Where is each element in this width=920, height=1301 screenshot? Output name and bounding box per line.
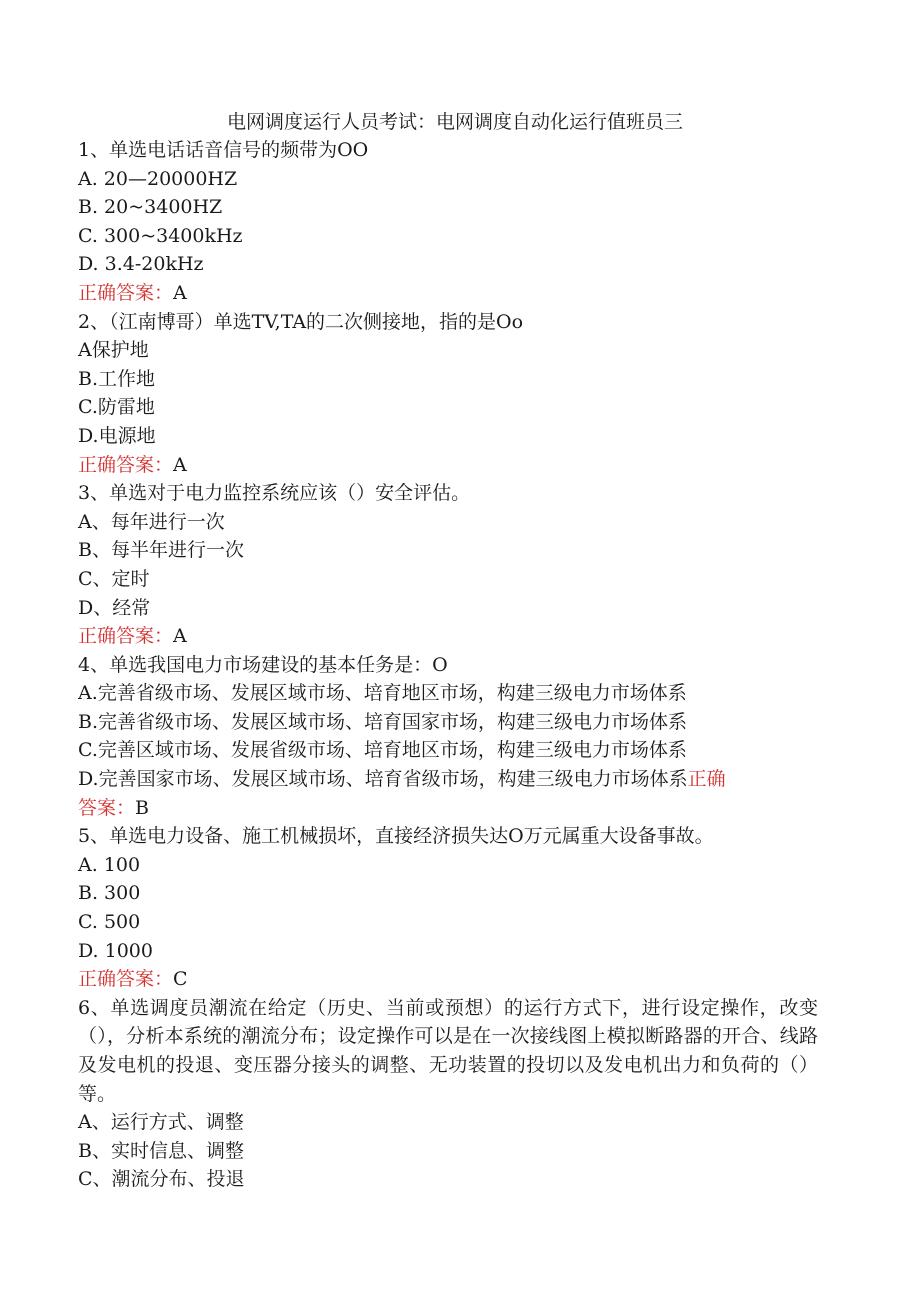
option-a: A、运行方式、调整 [78, 1111, 244, 1134]
option-d: D. 1000 [78, 939, 153, 962]
option-a: A.完善省级市场、发展区域市场、培育地区市场，构建三级电力市场体系 [78, 682, 687, 705]
answer-label-part2: 答案： [78, 796, 136, 819]
option-d: D.电源地 [78, 424, 156, 447]
option-c: C、定时 [78, 567, 150, 590]
option-b: B、每半年进行一次 [78, 539, 244, 562]
option-b: B.工作地 [78, 367, 156, 390]
answer-value: A [173, 453, 187, 476]
question-1 [78, 136, 818, 308]
correct-answer [78, 451, 818, 480]
answer-label: 正确答案： [78, 625, 174, 648]
answer-label-part1: 正确 [687, 768, 726, 791]
question-stem: 6、单选调度员潮流在给定（历史、当前或预想）的运行方式下，进行设定操作，改变（），分析本系统的潮流分布；设定操作可以是在一次接线图上模拟断路器的开合、线路及发电机的投退、变压器分接头的调整、无功装置的投切以及发电机出力和负荷的（）等。 [78, 996, 818, 1105]
answer-label: 正确答案： [78, 453, 174, 476]
option-d-text: D.完善国家市场、发展区域市场、培育省级市场，构建三级电力市场体系 [78, 768, 688, 791]
option-b: B、实时信息、调整 [78, 1139, 244, 1162]
option-c: C. 500 [78, 911, 141, 934]
option-a: A保护地 [78, 339, 149, 362]
option-d: D、经常 [78, 596, 151, 619]
question-3 [78, 479, 818, 651]
question-stem: 2、（江南博哥）单选TV,TA的二次侧接地，指的是Oo [78, 310, 524, 333]
answer-value: A [173, 625, 187, 648]
correct-answer [78, 794, 818, 823]
document-page [78, 108, 818, 1194]
answer-value: B [135, 796, 149, 819]
option-a: A. 100 [78, 853, 141, 876]
correct-answer [78, 622, 818, 651]
option-d [78, 765, 818, 794]
document-title: 电网调度运行人员考试：电网调度自动化运行值班员三 [226, 111, 683, 133]
question-stem: 3、单选对于电力监控系统应该（）安全评估。 [78, 482, 471, 505]
option-a: A. 20—20000HZ [78, 167, 238, 190]
option-c: C.防雷地 [78, 396, 155, 419]
option-c: C. 300~3400kHz [78, 224, 243, 247]
option-c: C.完善区域市场、发展省级市场、培育地区市场，构建三级电力市场体系 [78, 739, 687, 762]
question-4 [78, 651, 818, 823]
answer-value: C [173, 968, 188, 991]
question-6 [78, 994, 818, 1194]
option-a: A、每年进行一次 [78, 510, 225, 533]
question-2 [78, 308, 818, 480]
correct-answer [78, 279, 818, 308]
option-b: B. 300 [78, 882, 141, 905]
question-5 [78, 822, 818, 994]
answer-label: 正确答案： [78, 968, 174, 991]
option-d: D. 3.4-20kHz [78, 253, 204, 276]
answer-label: 正确答案： [78, 281, 174, 304]
option-b: B. 20~3400HZ [78, 196, 223, 219]
question-stem: 1、单选电话话音信号的频带为OO [78, 139, 369, 161]
option-b: B.完善省级市场、发展区域市场、培育国家市场，构建三级电力市场体系 [78, 710, 688, 733]
option-c: C、潮流分布、投退 [78, 1168, 245, 1191]
question-stem: 4、单选我国电力市场建设的基本任务是：O [78, 653, 448, 676]
correct-answer [78, 965, 818, 994]
answer-value: A [173, 281, 187, 304]
question-stem: 5、单选电力设备、施工机械损坏，直接经济损失达O万元属重大设备事故。 [78, 825, 714, 848]
